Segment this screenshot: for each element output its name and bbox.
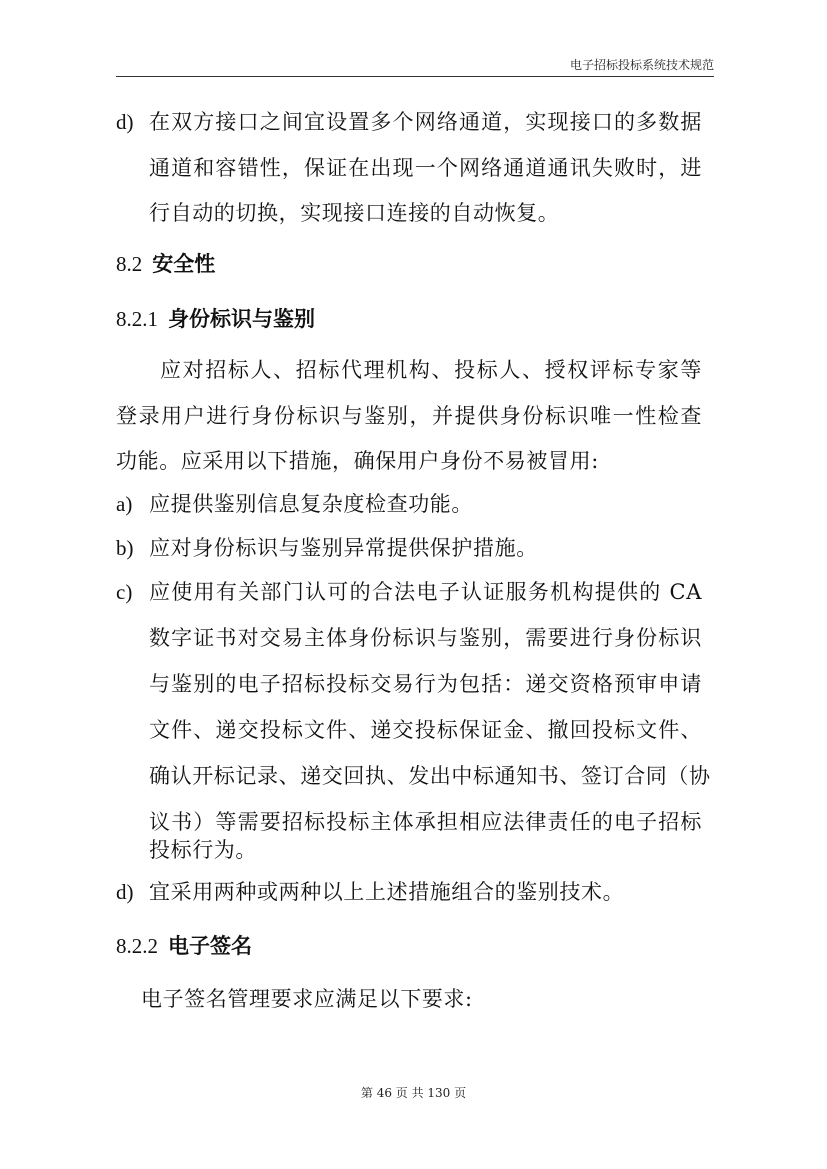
list-item-c-line-6: 议书）等需要招标投标主体承担相应法律责任的电子招标 <box>149 810 702 834</box>
section-number: 8.2.2 <box>116 934 158 958</box>
list-item-c-line-4: 文件、递交投标文件、递交投标保证金、撤回投标文件、 <box>149 718 702 742</box>
running-header: 电子招标投标系统技术规范 <box>569 58 714 72</box>
page-footer: 第 46 页 共 130 页 <box>360 1086 467 1100</box>
header-divider <box>116 76 714 77</box>
list-marker-a: a) <box>116 492 133 516</box>
section-number: 8.2.1 <box>116 307 158 331</box>
list-marker-d: d) <box>116 110 134 134</box>
list-item-d-line-2: 通道和容错性，保证在出现一个网络通道通讯失败时，进 <box>149 156 702 180</box>
section-heading-8-2-2 <box>116 932 252 960</box>
list-marker-c: c) <box>116 580 133 604</box>
list-item-c-line-2: 数字证书对交易主体身份标识与鉴别，需要进行身份标识 <box>149 626 702 650</box>
section-title: 安全性 <box>152 252 216 276</box>
paragraph-line-2: 登录用户进行身份标识与鉴别，并提供身份标识唯一性检查 <box>116 404 702 428</box>
list-item-d-line-3: 行自动的切换，实现接口连接的自动恢复。 <box>149 201 560 225</box>
list-marker-b: b) <box>116 536 134 560</box>
paragraph-line-3: 功能。应采用以下措施，确保用户身份不易被冒用: <box>116 449 599 473</box>
paragraph-line-1: 应对招标人、招标代理机构、投标人、授权评标专家等 <box>160 358 702 382</box>
list-item-d2: 宜采用两种或两种以上上述措施组合的鉴别技术。 <box>149 880 625 904</box>
list-item-c-line-3: 与鉴别的电子招标投标交易行为包括：递交资格预审申请 <box>149 672 702 696</box>
list-item-d-line-1: 在双方接口之间宜设置多个网络通道，实现接口的多数据 <box>149 110 702 134</box>
list-item-c-line-7: 投标行为。 <box>149 838 257 862</box>
section-title: 身份标识与鉴别 <box>168 307 315 331</box>
section-number: 8.2 <box>116 252 143 276</box>
section-title: 电子签名 <box>168 934 252 958</box>
list-item-b: 应对身份标识与鉴别异常提供保护措施。 <box>149 536 538 560</box>
list-item-a: 应提供鉴别信息复杂度检查功能。 <box>149 492 473 516</box>
list-item-c-line-1: 应使用有关部门认可的合法电子认证服务机构提供的 CA <box>149 580 702 604</box>
section-heading-8-2-1 <box>116 305 315 333</box>
list-marker-d2: d) <box>116 880 134 904</box>
section-heading-8-2 <box>116 250 215 278</box>
list-item-c-line-5: 确认开标记录、递交回执、发出中标通知书、签订合同（协 <box>149 764 711 788</box>
paragraph-2: 电子签名管理要求应满足以下要求: <box>141 987 473 1011</box>
